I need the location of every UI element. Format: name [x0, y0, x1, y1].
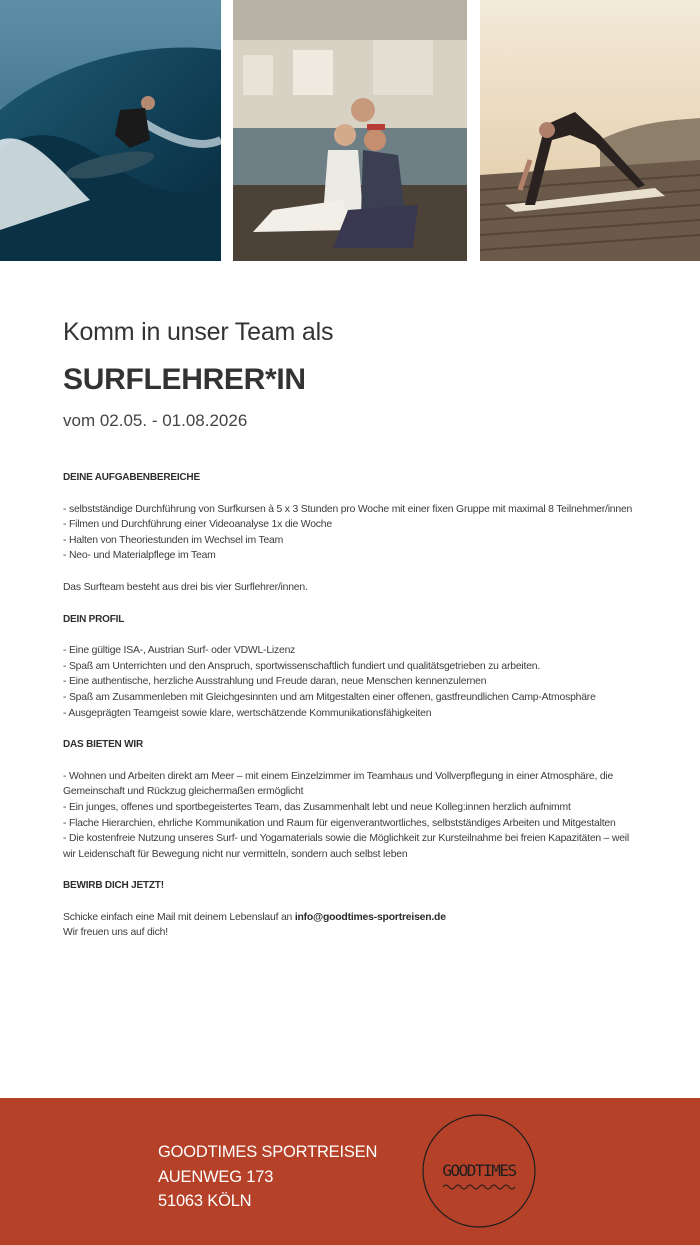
company-name: GOODTIMES SPORTREISEN: [158, 1143, 378, 1161]
job-title: SURFLEHRER*IN: [63, 363, 306, 396]
team-note: Das Surfteam besteht aus drei bis vier Surflehrer/innen.: [63, 581, 308, 593]
profile-heading: DEIN PROFIL: [63, 613, 125, 625]
apply-instruction: Schicke einfach eine Mail mit deinem Lebenslauf an: [63, 911, 295, 923]
intro-text: Komm in unser Team als: [63, 318, 334, 346]
surfer-image: [0, 0, 221, 261]
logo-text: GOODTIMES: [442, 1161, 516, 1180]
profile-list: [63, 643, 633, 721]
photo-friends: [233, 0, 467, 261]
photo-surfer: [0, 0, 221, 261]
offer-list: [63, 769, 633, 863]
job-dates: vom 02.05. - 01.08.2026: [63, 411, 248, 430]
friends-image: [233, 0, 467, 261]
yoga-image: [480, 0, 700, 261]
list-item: - Eine gültige ISA-, Austrian Surf- oder VDWL-Lizenz: [63, 645, 296, 657]
apply-closing: Wir freuen uns auf dich!: [63, 927, 168, 939]
footer: [0, 1098, 700, 1245]
list-item: - Wohnen und Arbeiten direkt am Meer – mit einem Einzelzimmer im Teamhaus und Vollverpflegung in einer Atmosphäre, die Gemeinschaft und Rückzug gleichermaßen ermöglicht: [63, 770, 614, 798]
goodtimes-logo: [421, 1113, 537, 1229]
list-item: - Spaß am Unterrichten und den Anspruch, sportwissenschaftlich fundiert und qualitätsgetrieben zu arbeiten.: [63, 660, 541, 672]
tasks-heading: DEINE AUFGABENBEREICHE: [63, 472, 200, 483]
list-item: - selbstständige Durchführung von Surfkursen à 5 x 3 Stunden pro Woche mit einer fixen Gruppe mit maximal 8 Teilnehmer/innen: [63, 503, 633, 515]
company-address: [158, 1140, 377, 1214]
list-item: - Neo- und Materialpflege im Team: [63, 550, 216, 562]
list-item: - Die kostenfreie Nutzung unseres Surf- und Yogamaterials sowie die Möglichkeit zur Kursteilnahme bei freien Kapazitäten – weil wir Leidenschaft für Bewegung nicht nur vermitteln, sondern auch selbst leben: [63, 833, 630, 860]
headline-block: [63, 318, 643, 431]
list-item: - Filmen und Durchführung einer Videoanalyse 1x die Woche: [63, 519, 332, 531]
photo-yoga: [480, 0, 700, 261]
list-item: - Ein junges, offenes und sportbegeistertes Team, das Zusammenhalt lebt und neue Kolleg:innen herzlich aufnimmt: [63, 801, 571, 813]
tasks-list: [63, 502, 633, 564]
job-description: [63, 470, 633, 957]
list-item: - Halten von Theoriestunden im Wechsel im Team: [63, 534, 284, 546]
list-item: - Ausgeprägten Teamgeist sowie klare, wertschätzende Kommunikationsfähigkeiten: [63, 707, 432, 719]
city: 51063 KÖLN: [158, 1192, 252, 1210]
photo-strip: [0, 0, 700, 261]
list-item: - Flache Hierarchien, ehrliche Kommunikation und Raum für eigenverantwortliches, selbstständiges Arbeiten und Mitgestalten: [63, 817, 616, 829]
offer-heading: DAS BIETEN WIR: [63, 739, 143, 751]
apply-text: [63, 910, 633, 941]
apply-heading: BEWIRB DICH JETZT!: [63, 880, 164, 892]
email-link[interactable]: info@goodtimes-sportreisen.de: [294, 911, 446, 923]
list-item: - Spaß am Zusammenleben mit Gleichgesinnten und am Mitgestalten einer offenen, gastfreundlichen Camp-Atmosphäre: [63, 691, 596, 703]
street: AUENWEG 173: [158, 1167, 274, 1186]
list-item: - Eine authentische, herzliche Ausstrahlung und Freude daran, neue Menschen kennenzulernen: [63, 676, 487, 688]
